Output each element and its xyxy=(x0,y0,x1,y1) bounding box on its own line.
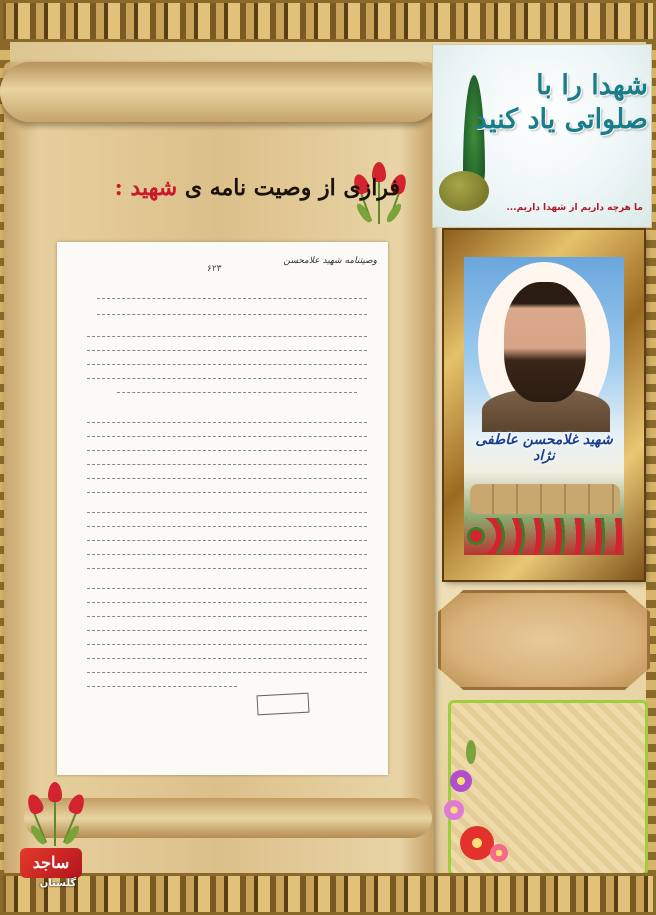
page-heading xyxy=(100,168,400,208)
will-document xyxy=(57,242,388,775)
banner-line-2: صلواتی یاد کنید xyxy=(474,104,648,135)
banner-line-1: شهدا را با xyxy=(536,70,648,101)
ornamental-border-bottom xyxy=(0,873,656,915)
vase-icon xyxy=(439,171,489,211)
logo-mark: ساجد xyxy=(20,848,82,878)
martyr-name: شهید غلامحسن عاطفی نژاد xyxy=(475,432,613,464)
document-number: ۶۲۳ xyxy=(207,264,222,274)
martyr-portrait xyxy=(504,282,586,402)
document-title: وصیتنامه شهید علامحسن xyxy=(283,256,377,266)
salawat-banner xyxy=(432,44,652,228)
document-stamp xyxy=(257,693,310,716)
tulip-icon xyxy=(24,780,88,852)
heading-text: فرازی از وصیت نامه ی xyxy=(184,175,400,201)
banner-subtitle: ما هرچه داریم از شهدا داریم... xyxy=(506,203,643,213)
ornamental-border-top xyxy=(0,0,656,42)
ornamental-cartouche xyxy=(438,590,650,690)
heading-highlight: شهید : xyxy=(114,175,178,201)
flower-bouquet-icon xyxy=(436,730,516,870)
sandbags-decoration xyxy=(470,484,620,514)
logo xyxy=(20,848,90,888)
logo-text: گلستان xyxy=(39,878,77,889)
scroll-roll-top xyxy=(0,62,440,122)
banner-headline xyxy=(463,69,648,137)
tulip-row-decoration xyxy=(466,518,622,554)
